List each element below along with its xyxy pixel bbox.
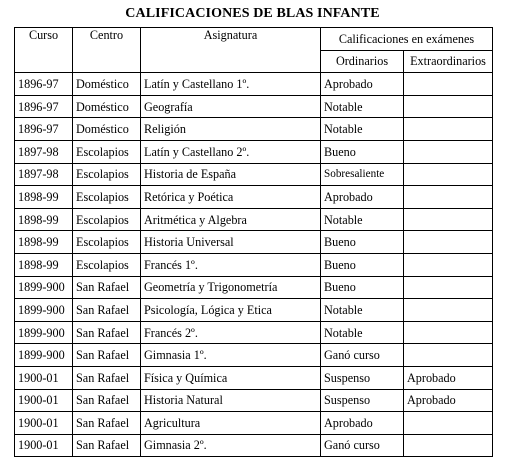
cell-curso: 1899-900 <box>15 321 73 344</box>
cell-extraordinarios <box>404 140 493 163</box>
table-row <box>15 412 493 435</box>
cell-centro: San Rafael <box>73 389 141 412</box>
cell-asignatura: Retórica y Poética <box>141 186 321 209</box>
cell-ordinarios: Notable <box>321 208 404 231</box>
cell-centro: San Rafael <box>73 344 141 367</box>
cell-centro: Escolapios <box>73 231 141 254</box>
cell-ordinarios: Aprobado <box>321 186 404 209</box>
cell-centro: Escolapios <box>73 163 141 186</box>
cell-asignatura: Geometría y Trigonometría <box>141 276 321 299</box>
table-row <box>15 208 493 231</box>
cell-ordinarios: Notable <box>321 95 404 118</box>
table-row <box>15 276 493 299</box>
cell-ordinarios: Ganó curso <box>321 344 404 367</box>
header-centro: Centro <box>73 28 141 73</box>
table-row <box>15 344 493 367</box>
cell-asignatura: Gimnasia 2º. <box>141 434 321 457</box>
cell-centro: Doméstico <box>73 73 141 96</box>
cell-curso: 1897-98 <box>15 140 73 163</box>
cell-centro: San Rafael <box>73 366 141 389</box>
cell-centro: Escolapios <box>73 208 141 231</box>
table-row <box>15 434 493 457</box>
cell-extraordinarios: Aprobado <box>404 366 493 389</box>
cell-curso: 1896-97 <box>15 73 73 96</box>
cell-curso: 1896-97 <box>15 118 73 141</box>
cell-extraordinarios: Aprobado <box>404 389 493 412</box>
cell-extraordinarios <box>404 276 493 299</box>
cell-extraordinarios <box>404 299 493 322</box>
cell-extraordinarios <box>404 186 493 209</box>
cell-extraordinarios <box>404 118 493 141</box>
cell-curso: 1900-01 <box>15 366 73 389</box>
cell-asignatura: Historia de España <box>141 163 321 186</box>
table-header <box>15 28 493 73</box>
header-curso: Curso <box>15 28 73 73</box>
table-body <box>15 73 493 457</box>
cell-curso: 1900-01 <box>15 434 73 457</box>
cell-centro: San Rafael <box>73 299 141 322</box>
cell-centro: San Rafael <box>73 276 141 299</box>
cell-curso: 1898-99 <box>15 186 73 209</box>
cell-asignatura: Historia Universal <box>141 231 321 254</box>
document-title: CALIFICACIONES DE BLAS INFANTE <box>125 6 380 21</box>
cell-asignatura: Latín y Castellano 1º. <box>141 73 321 96</box>
header-asignatura: Asignatura <box>141 28 321 73</box>
table-row <box>15 321 493 344</box>
cell-extraordinarios <box>404 95 493 118</box>
cell-ordinarios: Aprobado <box>321 412 404 435</box>
cell-ordinarios: Sobresaliente <box>321 163 404 186</box>
cell-extraordinarios <box>404 344 493 367</box>
cell-extraordinarios <box>404 73 493 96</box>
cell-curso: 1899-900 <box>15 344 73 367</box>
cell-ordinarios: Bueno <box>321 231 404 254</box>
table-row <box>15 73 493 96</box>
cell-extraordinarios <box>404 412 493 435</box>
cell-ordinarios: Suspenso <box>321 366 404 389</box>
cell-extraordinarios <box>404 253 493 276</box>
cell-extraordinarios <box>404 321 493 344</box>
cell-ordinarios: Bueno <box>321 253 404 276</box>
cell-curso: 1899-900 <box>15 276 73 299</box>
cell-curso: 1900-01 <box>15 412 73 435</box>
table-row <box>15 366 493 389</box>
header-row-top <box>15 28 493 51</box>
cell-ordinarios: Suspenso <box>321 389 404 412</box>
cell-ordinarios: Ganó curso <box>321 434 404 457</box>
cell-ordinarios: Bueno <box>321 140 404 163</box>
cell-centro: Escolapios <box>73 253 141 276</box>
cell-centro: San Rafael <box>73 321 141 344</box>
cell-ordinarios: Bueno <box>321 276 404 299</box>
table-row <box>15 118 493 141</box>
table-row <box>15 389 493 412</box>
cell-curso: 1899-900 <box>15 299 73 322</box>
cell-centro: San Rafael <box>73 412 141 435</box>
grades-table <box>14 27 493 457</box>
cell-centro: Doméstico <box>73 118 141 141</box>
cell-asignatura: Gimnasia 1º. <box>141 344 321 367</box>
cell-curso: 1900-01 <box>15 389 73 412</box>
cell-asignatura: Francés 2º. <box>141 321 321 344</box>
table-row <box>15 163 493 186</box>
cell-extraordinarios <box>404 231 493 254</box>
header-extraordinarios: Extraordinarios <box>404 50 493 73</box>
cell-extraordinarios <box>404 434 493 457</box>
cell-extraordinarios <box>404 208 493 231</box>
table-row <box>15 299 493 322</box>
cell-curso: 1896-97 <box>15 95 73 118</box>
header-ordinarios: Ordinarios <box>321 50 404 73</box>
cell-asignatura: Física y Química <box>141 366 321 389</box>
cell-ordinarios: Notable <box>321 321 404 344</box>
header-calificaciones: Calificaciones en exámenes <box>321 28 493 51</box>
cell-centro: Escolapios <box>73 140 141 163</box>
table-row <box>15 253 493 276</box>
cell-ordinarios: Notable <box>321 299 404 322</box>
table-row <box>15 231 493 254</box>
table-row <box>15 186 493 209</box>
cell-extraordinarios <box>404 163 493 186</box>
cell-asignatura: Latín y Castellano 2º. <box>141 140 321 163</box>
table-row <box>15 95 493 118</box>
cell-curso: 1898-99 <box>15 231 73 254</box>
table-row <box>15 140 493 163</box>
cell-asignatura: Historia Natural <box>141 389 321 412</box>
cell-centro: Doméstico <box>73 95 141 118</box>
cell-centro: San Rafael <box>73 434 141 457</box>
cell-asignatura: Aritmética y Algebra <box>141 208 321 231</box>
cell-asignatura: Psicología, Lógica y Etica <box>141 299 321 322</box>
cell-asignatura: Francés 1º. <box>141 253 321 276</box>
cell-curso: 1897-98 <box>15 163 73 186</box>
cell-ordinarios: Notable <box>321 118 404 141</box>
cell-asignatura: Geografía <box>141 95 321 118</box>
cell-asignatura: Religión <box>141 118 321 141</box>
cell-centro: Escolapios <box>73 186 141 209</box>
cell-ordinarios: Aprobado <box>321 73 404 96</box>
cell-curso: 1898-99 <box>15 253 73 276</box>
cell-curso: 1898-99 <box>15 208 73 231</box>
cell-asignatura: Agricultura <box>141 412 321 435</box>
